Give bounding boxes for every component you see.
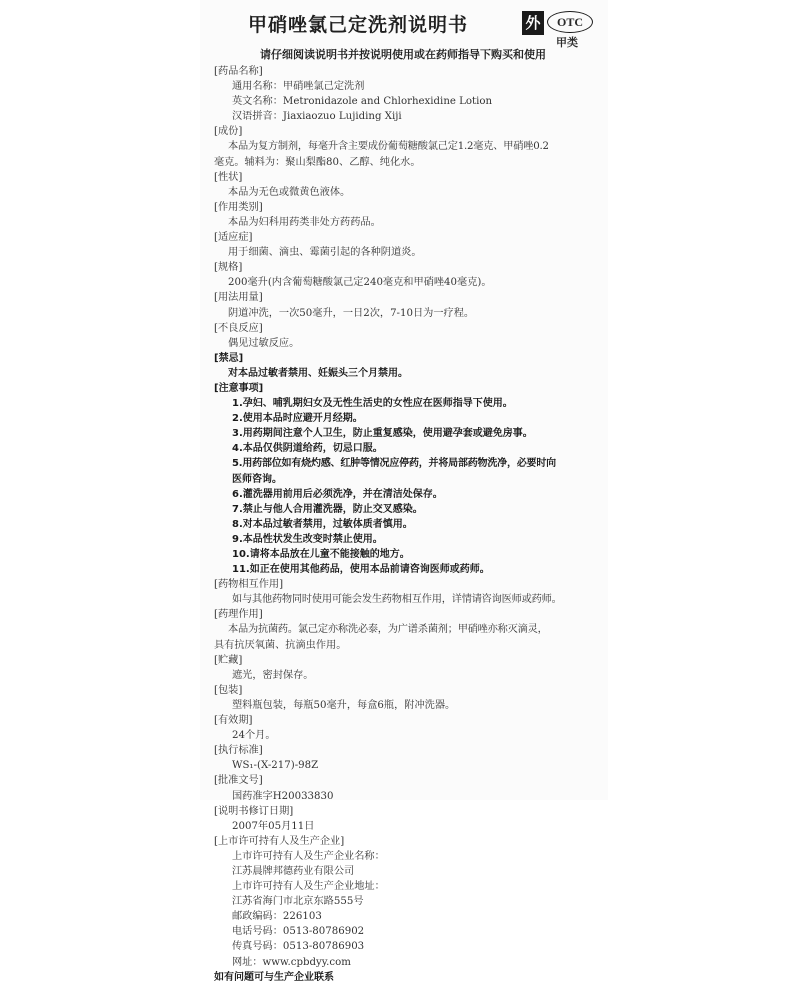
text-line: 传真号码：0513-80786903 <box>232 941 365 953</box>
text-line: 上市许可持有人及生产企业地址： <box>232 881 385 893</box>
external-use-badge: 外 <box>522 11 544 35</box>
text-line: 医师咨询。 <box>232 473 282 485</box>
text-line: 6.灌洗器用前用后必须洗净，并在清洁处保存。 <box>232 488 443 500</box>
section-heading: [作用类别] <box>214 201 263 213</box>
section-heading: [禁忌] <box>214 352 244 364</box>
otc-badge: OTC <box>547 11 593 33</box>
text-line: 7.禁止与他人合用灌洗器，防止交叉感染。 <box>232 503 423 515</box>
text-line: 网址：www.cpbdyy.com <box>232 956 351 968</box>
section-heading: [药品名称] <box>214 66 263 77</box>
text-line: 对本品过敏者禁用、妊娠头三个月禁用。 <box>228 367 408 379</box>
section-heading: [注意事项] <box>214 382 264 394</box>
section-heading: [药理作用] <box>214 609 263 621</box>
text-line: 24个月。 <box>232 730 276 742</box>
section-heading: [适应症] <box>214 232 253 244</box>
section-heading: [性状] <box>214 171 243 183</box>
usage-notice: 请仔细阅读说明书并按说明使用或在药师指导下购买和使用 <box>260 48 546 61</box>
document-title: 甲硝唑氯己定洗剂说明书 <box>248 14 469 36</box>
text-line: 上市许可持有人及生产企业名称： <box>232 850 385 862</box>
otc-class-label: 甲类 <box>556 36 578 49</box>
section-heading: [有效期] <box>214 715 253 727</box>
text-line: WS₁-(X-217)-98Z <box>232 760 319 772</box>
text-line: 10.请将本品放在儿童不能接触的地方。 <box>232 549 410 560</box>
instruction-sheet <box>200 0 608 983</box>
text-line: 江苏省海门市北京东路555号 <box>232 896 364 908</box>
text-line: 4.本品仅供阴道给药，切忌口服。 <box>232 443 383 455</box>
section-heading: [包装] <box>214 684 243 696</box>
text-line: 如有问题可与生产企业联系 <box>214 971 334 983</box>
header <box>200 10 608 49</box>
text-line: 本品为妇科用药类非处方药药品。 <box>228 216 381 228</box>
instruction-content <box>214 64 604 985</box>
section-heading: [上市许可持有人及生产企业] <box>214 835 345 847</box>
text-line: 如与其他药物同时使用可能会发生药物相互作用，详情请咨询医师或药师。 <box>232 594 562 606</box>
text-line: 200毫升(内含葡萄糖酸氯己定240毫克和甲硝唑40毫克)。 <box>228 277 492 289</box>
text-line: 本品为复方制剂，每毫升含主要成份葡萄糖酸氯己定1.2毫克、甲硝唑0.2 <box>228 141 549 153</box>
text-line: 通用名称：甲硝唑氯己定洗剂 <box>232 81 365 93</box>
text-line: 英文名称：Metronidazole and Chlorhexidine Lotion <box>232 96 493 108</box>
text-line: 本品为无色或微黄色液体。 <box>228 186 351 198</box>
section-heading: [执行标准] <box>214 745 263 757</box>
text-line: 汉语拼音：Jiaxiaozuo Lujiding Xiji <box>232 111 402 123</box>
text-line: 2.使用本品时应避开月经期。 <box>232 413 363 425</box>
text-line: 本品为抗菌药。氯己定亦称洗必泰，为广谱杀菌剂；甲硝唑亦称灭滴灵， <box>228 624 548 636</box>
text-line: 电话号码：0513-80786902 <box>232 926 365 938</box>
text-line: 偶见过敏反应。 <box>228 337 300 349</box>
section-heading: [药物相互作用] <box>214 579 284 591</box>
text-line: 9.本品性状发生改变时禁止使用。 <box>232 533 383 545</box>
text-line: 8.对本品过敏者禁用，过敏体质者慎用。 <box>232 518 413 530</box>
text-line: 江苏晨牌邦德药业有限公司 <box>232 865 355 877</box>
section-heading: [规格] <box>214 262 243 274</box>
text-line: 邮政编码：226103 <box>232 911 322 923</box>
text-line: 塑料瓶包装，每瓶50毫升，每盒6瓶，附冲洗器。 <box>232 699 456 711</box>
section-heading: [不良反应] <box>214 322 263 334</box>
text-line: 5.用药部位如有烧灼感、红肿等情况应停药，并将局部药物洗净，必要时向 <box>232 458 556 470</box>
text-line: 2007年05月11日 <box>232 820 315 832</box>
section-heading: [批准文号] <box>214 775 263 787</box>
section-heading: [用法用量] <box>214 292 263 304</box>
text-line: 11.如正在使用其他药品，使用本品前请咨询医师或药师。 <box>232 564 490 576</box>
text-line: 遮光，密封保存。 <box>232 669 314 681</box>
text-line: 国药准字H20033830 <box>232 790 334 802</box>
text-line: 用于细菌、滴虫、霉菌引起的各种阴道炎。 <box>228 247 422 259</box>
text-line: 1.孕妇、哺乳期妇女及无性生活史的女性应在医师指导下使用。 <box>232 398 513 410</box>
text-line: 具有抗厌氧菌、抗滴虫作用。 <box>214 639 347 651</box>
section-heading: [说明书修订日期] <box>214 805 294 817</box>
text-line: 毫克。辅料为：聚山梨酯80、乙醇、纯化水。 <box>214 156 421 168</box>
text-line: 3.用药期间注意个人卫生，防止重复感染，使用避孕套或避免房事。 <box>232 428 533 440</box>
text-line: 阴道冲洗，一次50毫升，一日2次，7-10日为一疗程。 <box>228 307 475 319</box>
section-heading: [贮藏] <box>214 654 243 666</box>
section-heading: [成份] <box>214 126 243 138</box>
